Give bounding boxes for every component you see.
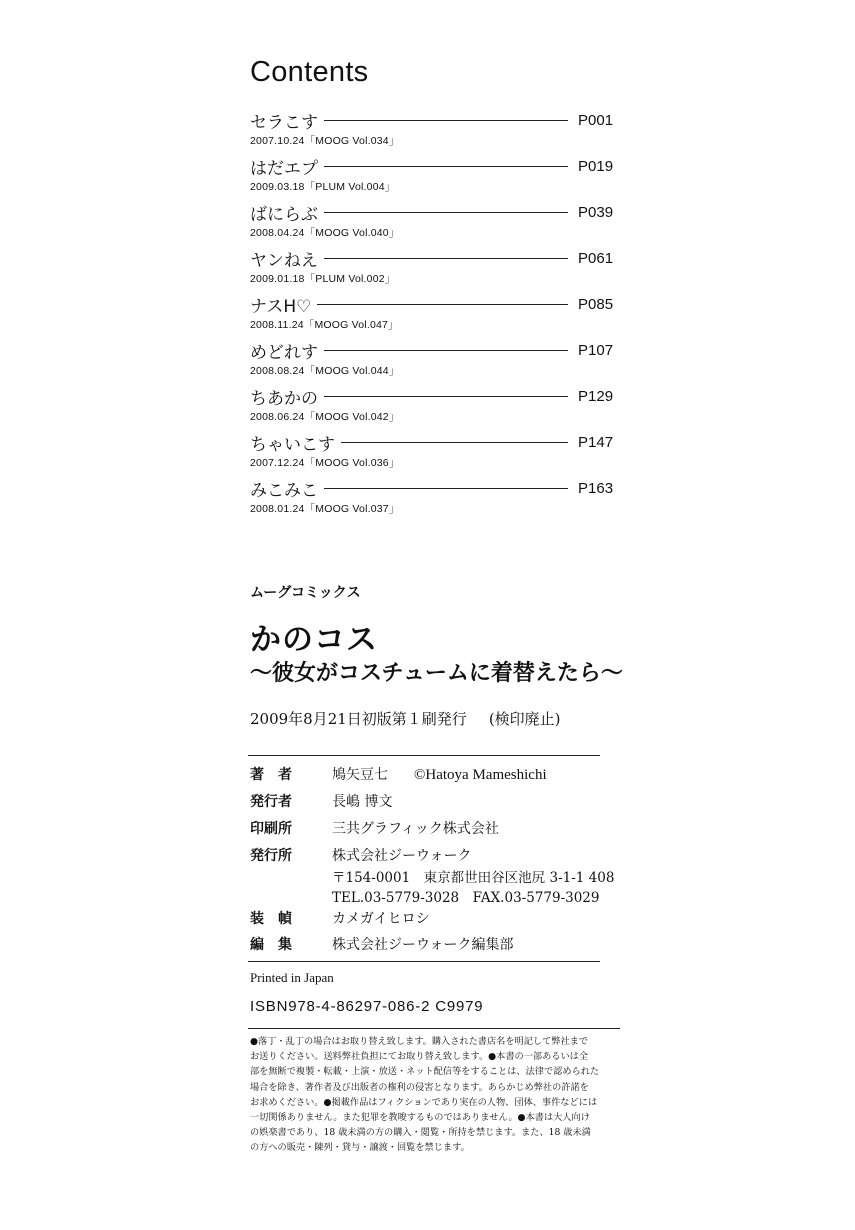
credit-printer-row — [250, 818, 499, 838]
toc-entry-page: P129 — [578, 387, 614, 405]
author-copyright: ©Hatoya Mameshichi — [414, 767, 547, 783]
credit-label: 印刷所 — [250, 821, 292, 837]
toc-entry-source: 2008.08.24「MOOG Vol.044」 — [250, 365, 400, 377]
toc-entry — [250, 154, 620, 200]
toc-entry-title: ばにらぶ — [250, 204, 318, 225]
toc-entry — [250, 476, 620, 522]
toc-entry-source: 2008.06.24「MOOG Vol.042」 — [250, 411, 400, 423]
notice-line: 場合を除き、著作者及び出版者の権利の侵害となります。あらかじめ弊社の許諾を — [250, 1081, 589, 1093]
leader-line — [324, 350, 568, 351]
toc-entry-title: ナスH♡ — [250, 296, 312, 317]
credit-publisher-row — [250, 791, 392, 811]
toc-entry — [250, 430, 620, 476]
toc-entry-source: 2008.01.24「MOOG Vol.037」 — [250, 503, 400, 515]
toc-entry — [250, 384, 620, 430]
toc-entry-title: ちゃいこす — [250, 434, 335, 455]
toc-entry — [250, 338, 620, 384]
table-of-contents — [250, 108, 620, 522]
leader-line — [324, 396, 568, 397]
printed-in: Printed in Japan — [250, 970, 334, 985]
toc-entry-source: 2009.03.18「PLUM Vol.004」 — [250, 181, 396, 193]
toc-entry — [250, 246, 620, 292]
publication-date: 2009年8月21日初版第１刷発行 — [250, 710, 467, 728]
publisher-name: 長嶋 博文 — [332, 794, 393, 810]
toc-entry — [250, 108, 620, 154]
leader-line — [324, 258, 568, 259]
toc-entry-source: 2007.10.24「MOOG Vol.034」 — [250, 135, 400, 147]
leader-line — [341, 442, 568, 443]
toc-entry-title: はだエプ — [250, 158, 318, 179]
toc-entry-title: めどれす — [250, 342, 318, 363]
notice-line: ●落丁・乱丁の場合はお取り替え致します。購入された書店名を明記して弊社まで — [250, 1036, 589, 1047]
printer-name: 三共グラフィック株式会社 — [332, 821, 499, 837]
leader-line — [324, 488, 568, 489]
author-name: 鳩矢豆七 — [332, 767, 388, 783]
toc-entry-page: P019 — [578, 157, 614, 175]
credit-editor-row — [250, 934, 513, 954]
credit-label: 発行者 — [250, 794, 292, 810]
toc-entry — [250, 292, 620, 338]
toc-entry-title: みこみこ — [250, 480, 318, 501]
notice-line: お送りください。送料弊社負担にてお取り替え致します。●本書の一部あるいは全 — [250, 1051, 589, 1063]
toc-entry-source: 2009.01.18「PLUM Vol.002」 — [250, 273, 396, 285]
toc-entry-page: P163 — [578, 479, 614, 497]
issuer-address: 〒154-0001 東京都世田谷区池尻 3-1-1 408 — [332, 870, 615, 886]
credit-design-row — [250, 908, 430, 928]
credit-label: 著 者 — [250, 767, 292, 783]
leader-line — [324, 166, 568, 167]
divider — [248, 1028, 620, 1029]
toc-entry-page: P107 — [578, 341, 614, 359]
leader-line — [317, 304, 568, 305]
credit-issuer-row — [250, 845, 471, 865]
editor-name: 株式会社ジーウォーク編集部 — [332, 937, 514, 953]
legal-notice — [250, 1034, 622, 1156]
toc-entry-source: 2008.11.24「MOOG Vol.047」 — [250, 319, 399, 331]
isbn: ISBN978-4-86297-086-2 C9979 — [250, 998, 484, 1015]
leader-line — [324, 212, 568, 213]
publication-note: (検印廃止) — [488, 710, 561, 728]
issuer-contact: TEL.03-5779-3028 FAX.03-5779-3029 — [332, 890, 600, 906]
credit-label: 発行所 — [250, 848, 292, 864]
divider — [248, 961, 600, 962]
toc-entry-source: 2008.04.24「MOOG Vol.040」 — [250, 227, 400, 239]
notice-line: 部を無断で複製・転載・上演・放送・ネット配信等をすることは、法律で認められた — [250, 1066, 600, 1078]
notice-line: お求めください。●掲載作品はフィクションであり実在の人物、団体、事件などには — [250, 1096, 598, 1108]
book-title: かのコス — [250, 622, 378, 658]
toc-entry-page: P039 — [578, 203, 614, 221]
credit-label: 編 集 — [250, 937, 292, 953]
designer-name: カメガイヒロシ — [332, 911, 430, 927]
toc-entry-page: P147 — [578, 433, 614, 451]
toc-entry-page: P085 — [578, 295, 614, 313]
notice-line: の方への販売・陳列・貸与・譲渡・回覧を禁じます。 — [250, 1142, 470, 1154]
toc-entry-title: ヤンねえ — [250, 250, 318, 271]
credit-author-row — [250, 764, 547, 784]
leader-line — [324, 120, 568, 121]
issuer-name: 株式会社ジーウォーク — [332, 848, 472, 864]
notice-line: 一切関係ありません。また犯罪を教唆するものではありません。●本書は大人向け — [250, 1112, 590, 1124]
toc-entry-page: P061 — [578, 249, 614, 267]
credit-label: 装 幀 — [250, 911, 292, 927]
publication-line — [250, 708, 561, 729]
book-subtitle: 〜彼女がコスチュームに着替えたら〜 — [250, 661, 623, 686]
toc-entry-title: ちあかの — [250, 388, 318, 409]
toc-entry-title: セラこす — [250, 112, 318, 133]
series-label: ムーグコミックス — [250, 585, 361, 601]
divider — [248, 755, 600, 756]
notice-line: の娯楽書であり、18 歳未満の方の購入・閲覧・所持を禁じます。また、18 歳未満 — [250, 1127, 591, 1139]
toc-entry-page: P001 — [578, 111, 614, 129]
contents-heading: Contents — [250, 56, 369, 88]
toc-entry — [250, 200, 620, 246]
toc-entry-source: 2007.12.24「MOOG Vol.036」 — [250, 457, 400, 469]
